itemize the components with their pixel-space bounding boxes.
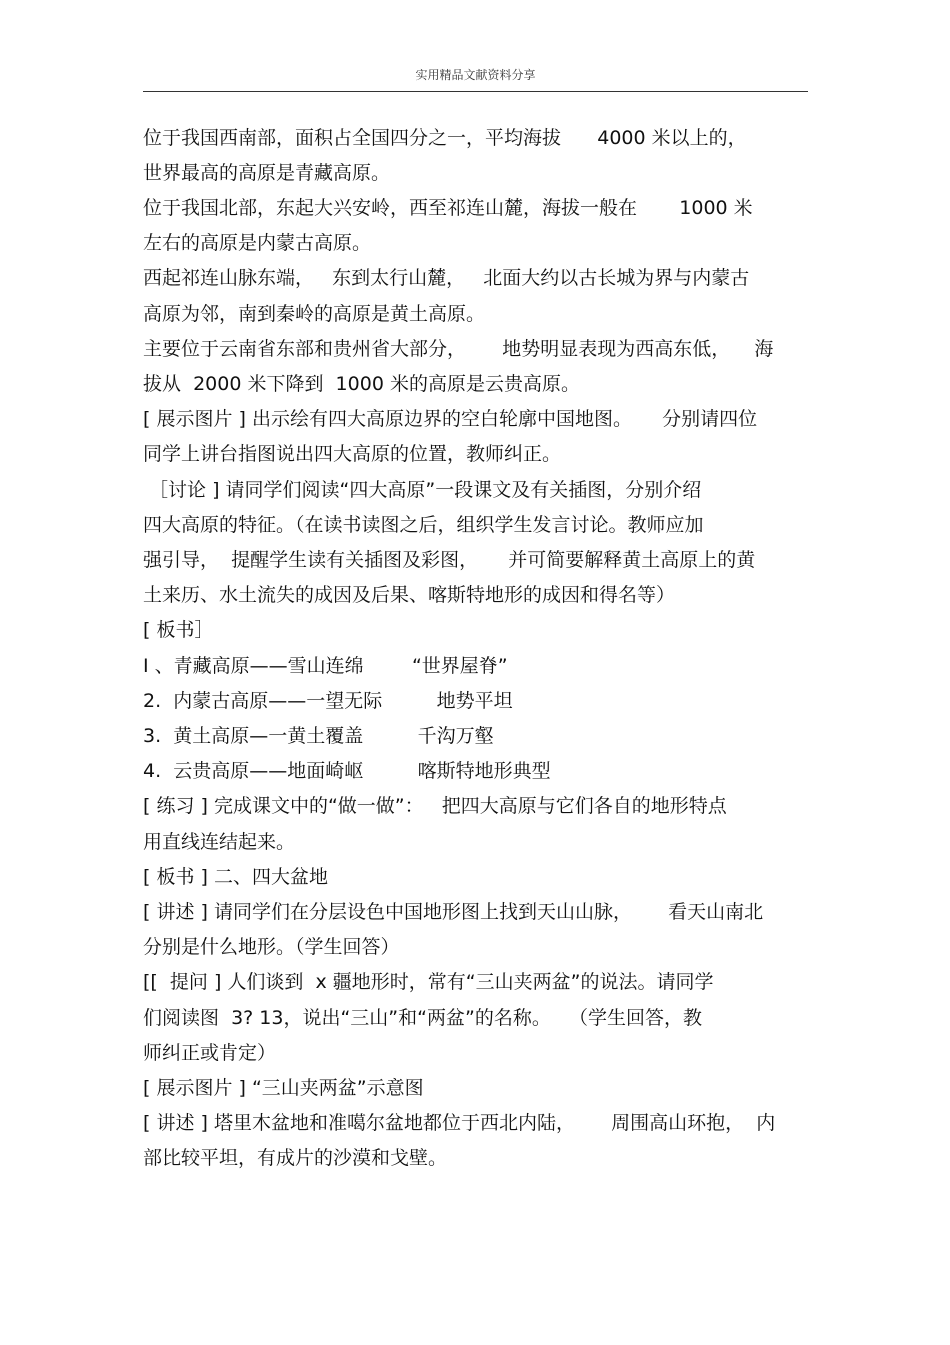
header-rule — [143, 91, 808, 92]
text-line: 用直线连结起来。 — [143, 831, 296, 853]
text-line: [ 板书 ] 二、四大盆地 — [143, 866, 328, 888]
text-line: I 、青藏高原——雪山连绵 “世界屋脊” — [143, 655, 508, 677]
text-line: 强引导， 提醒学生读有关插图及彩图， 并可简要解释黄土高原上的黄 — [143, 549, 756, 571]
text-line: 高原为邻，南到秦岭的高原是黄土高原。 — [143, 303, 486, 325]
text-line: 位于我国西南部，面积占全国四分之一，平均海拔 4000 米以上的， — [143, 127, 747, 149]
text-line: [ 展示图片 ] 出示绘有四大高原边界的空白轮廓中国地图。 分别请四位 — [143, 408, 758, 430]
text-line: [ 板书］ — [143, 619, 214, 641]
text-line: 四大高原的特征。（在读书读图之后，组织学生发言讨论。教师应加 — [143, 514, 704, 536]
text-line: 4. 云贵高原——地面崎岖 喀斯特地形典型 — [143, 760, 551, 782]
text-line: [ 讲述 ] 请同学们在分层设色中国地形图上找到天山山脉， 看天山南北 — [143, 901, 764, 923]
text-line: [ 练习 ] 完成课文中的“做一做”： 把四大高原与它们各自的地形特点 — [143, 795, 727, 817]
text-line: 世界最高的高原是青藏高原。 — [143, 162, 391, 184]
text-line: 左右的高原是内蒙古高原。 — [143, 232, 372, 254]
text-line: 部比较平坦，有成片的沙漠和戈壁。 — [143, 1147, 448, 1169]
text-line: 分别是什么地形。（学生回答） — [143, 936, 400, 958]
text-line: 土来历、水土流失的成因及后果、喀斯特地形的成因和得名等） — [143, 584, 676, 606]
text-line: 同学上讲台指图说出四大高原的位置，教师纠正。 — [143, 443, 562, 465]
text-line: [[ 提问 ] 人们谈到 x 疆地形时，常有“三山夹两盆”的说法。请同学 — [143, 971, 714, 993]
text-line: 西起祁连山脉东端， 东到太行山麓， 北面大约以古长城为界与内蒙古 — [143, 267, 750, 289]
text-line: [ 展示图片 ] “三山夹两盆”示意图 — [143, 1077, 424, 1099]
text-line: 2. 内蒙古高原——一望无际 地势平坦 — [143, 690, 513, 712]
text-line: ［讨论 ] 请同学们阅读“四大高原”一段课文及有关插图，分别介绍 — [143, 479, 702, 501]
text-line: 3. 黄土高原—一黄土覆盖 千沟万壑 — [143, 725, 494, 747]
text-line: 拔从 2000 米下降到 1000 米的高原是云贵高原。 — [143, 373, 580, 395]
text-line: 师纠正或肯定） — [143, 1042, 277, 1064]
text-line: [ 讲述 ] 塔里木盆地和准噶尔盆地都位于西北内陆， 周围高山环抱， 内 — [143, 1112, 776, 1134]
text-line: 们阅读图 3? 13，说出“三山”和“两盆”的名称。 （学生回答，教 — [143, 1007, 702, 1029]
text-line: 位于我国北部，东起大兴安岭，西至祁连山麓，海拔一般在 1000 米 — [143, 197, 753, 219]
page-header: 实用精品文献资料分享 — [415, 68, 536, 82]
text-line: 主要位于云南省东部和贵州省大部分， 地势明显表现为西高东低， 海 — [143, 338, 774, 360]
